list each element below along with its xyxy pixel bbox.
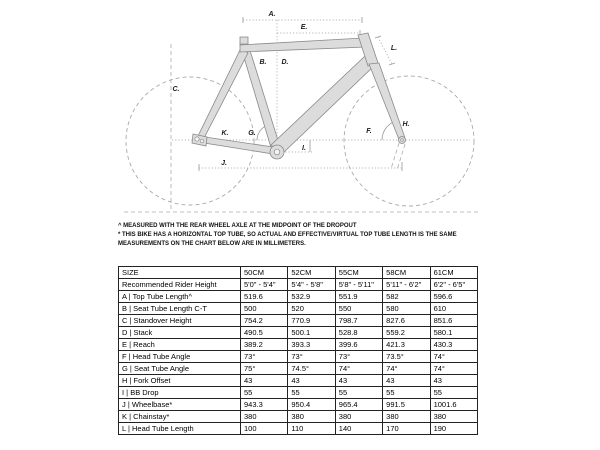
cell-value: 610 (430, 303, 477, 315)
fork-offset-line-1 (391, 143, 399, 169)
cell-value: 851.6 (430, 315, 477, 327)
cell-value: 170 (383, 423, 430, 435)
column-header: 55CM (335, 267, 382, 279)
column-header: 58CM (383, 267, 430, 279)
row-label: B | Seat Tube Length C-T (119, 303, 241, 315)
footnote-units: MEASUREMENTS ON THE CHART BELOW ARE IN MILLIMETERS. (118, 241, 306, 247)
label-e: E. (300, 24, 308, 31)
front-axle-hole (401, 139, 404, 142)
label-f: F. (366, 128, 372, 135)
cell-value: 43 (383, 375, 430, 387)
fork-offset-line-2 (397, 144, 405, 170)
row-label: E | Reach (119, 339, 241, 351)
cell-value: 399.6 (335, 339, 382, 351)
cell-value: 551.9 (335, 291, 382, 303)
cell-value: 55 (383, 387, 430, 399)
cell-value: 421.3 (383, 339, 430, 351)
cell-value: 430.3 (430, 339, 477, 351)
table-row (119, 399, 478, 411)
cell-value: 74° (383, 363, 430, 375)
table-row (119, 279, 478, 291)
cell-value: 950.4 (288, 399, 335, 411)
cell-value: 55 (241, 387, 288, 399)
cell-value: 140 (335, 423, 382, 435)
cell-value: 43 (430, 375, 477, 387)
cell-value: 75° (241, 363, 288, 375)
cell-value: 43 (241, 375, 288, 387)
label-i: I. (302, 145, 306, 152)
cell-value: 74° (430, 363, 477, 375)
column-header: 50CM (241, 267, 288, 279)
cell-value: 5'8" - 5'11" (335, 279, 382, 291)
label-k: K. (221, 130, 229, 137)
cell-value: 559.2 (383, 327, 430, 339)
table-row (119, 291, 478, 303)
table-row (119, 339, 478, 351)
row-label: D | Stack (119, 327, 241, 339)
row-label: I | BB Drop (119, 387, 241, 399)
row-label: C | Standover Height (119, 315, 241, 327)
row-label: G | Seat Tube Angle (119, 363, 241, 375)
table-row (119, 327, 478, 339)
bike-geometry-diagram (120, 0, 480, 220)
cell-value: 73° (241, 351, 288, 363)
label-h: H. (402, 121, 410, 128)
cell-value: 100 (241, 423, 288, 435)
cell-value: 528.8 (335, 327, 382, 339)
fork (369, 63, 405, 142)
cell-value: 500 (241, 303, 288, 315)
cell-value: 74° (335, 363, 382, 375)
dropout-bolt-2 (200, 139, 204, 143)
label-j: J. (221, 160, 227, 167)
cell-value: 754.2 (241, 315, 288, 327)
row-label: K | Chainstay* (119, 411, 241, 423)
cell-value: 5'11" - 6'2" (383, 279, 430, 291)
cell-value: 500.1 (288, 327, 335, 339)
footnotes (118, 222, 518, 249)
seat-stays (198, 48, 248, 140)
footnote-dropout: ^ MEASURED WITH THE REAR WHEEL AXLE AT THE MIDPOINT OF THE DROPOUT (118, 223, 357, 229)
row-label: F | Head Tube Angle (119, 351, 241, 363)
top-tube (240, 38, 366, 52)
label-d: D. (281, 59, 289, 66)
table-row (119, 363, 478, 375)
row-label: A | Top Tube Length^ (119, 291, 241, 303)
column-header: 52CM (288, 267, 335, 279)
cell-value: 580.1 (430, 327, 477, 339)
label-c: C. (172, 86, 180, 93)
cell-value: 5'4" - 5'8" (288, 279, 335, 291)
cell-value: 532.9 (288, 291, 335, 303)
cell-value: 380 (241, 411, 288, 423)
cell-value: 73° (335, 351, 382, 363)
table-row (119, 351, 478, 363)
cell-value: 43 (335, 375, 382, 387)
cell-value: 580 (383, 303, 430, 315)
cell-value: 6'2" - 6'5" (430, 279, 477, 291)
table-row (119, 315, 478, 327)
table-row (119, 411, 478, 423)
label-a: A. (268, 11, 276, 18)
cell-value: 380 (430, 411, 477, 423)
cell-value: 74.5° (288, 363, 335, 375)
label-g: G. (248, 130, 256, 137)
cell-value: 380 (288, 411, 335, 423)
table-header-row (119, 267, 478, 279)
cell-value: 943.3 (241, 399, 288, 411)
cell-value: 965.4 (335, 399, 382, 411)
cell-value: 770.9 (288, 315, 335, 327)
table-row (119, 303, 478, 315)
cell-value: 43 (288, 375, 335, 387)
cell-value: 798.7 (335, 315, 382, 327)
cell-value: 393.3 (288, 339, 335, 351)
cell-value: 73° (288, 351, 335, 363)
cell-value: 55 (430, 387, 477, 399)
cell-value: 110 (288, 423, 335, 435)
row-label: J | Wheelbase* (119, 399, 241, 411)
cell-value: 490.5 (241, 327, 288, 339)
cell-value: 991.5 (383, 399, 430, 411)
cell-value: 5'0" - 5'4" (241, 279, 288, 291)
table-row (119, 375, 478, 387)
cell-value: 550 (335, 303, 382, 315)
cell-value: 73.5° (383, 351, 430, 363)
bottom-bracket-hole (274, 149, 280, 155)
cell-value: 190 (430, 423, 477, 435)
down-tube (271, 56, 376, 154)
cell-value: 380 (383, 411, 430, 423)
dropout-bolt-1 (195, 137, 199, 141)
chainstay (198, 136, 273, 154)
cell-value: 74° (430, 351, 477, 363)
cell-value: 55 (288, 387, 335, 399)
geometry-table (118, 266, 478, 435)
cell-value: 827.6 (383, 315, 430, 327)
cell-value: 380 (335, 411, 382, 423)
cell-value: 520 (288, 303, 335, 315)
label-l: L. (390, 45, 398, 52)
cell-value: 582 (383, 291, 430, 303)
cell-value: 596.6 (430, 291, 477, 303)
table-row (119, 387, 478, 399)
row-label: L | Head Tube Length (119, 423, 241, 435)
label-b: B. (259, 59, 267, 66)
cell-value: 389.2 (241, 339, 288, 351)
column-header: SIZE (119, 267, 241, 279)
row-label: H | Fork Offset (119, 375, 241, 387)
row-label: Recommended Rider Height (119, 279, 241, 291)
cell-value: 55 (335, 387, 382, 399)
cell-value: 519.6 (241, 291, 288, 303)
cell-value: 1001.6 (430, 399, 477, 411)
footnote-top-tube: * THIS BIKE HAS A HORIZONTAL TOP TUBE, SO ACTUAL AND EFFECTIVE/VIRTUAL TOP TUBE LENGTH IS THE SAME (118, 232, 457, 238)
column-header: 61CM (430, 267, 477, 279)
table-row (119, 423, 478, 435)
front-wheel-circle (344, 76, 474, 206)
